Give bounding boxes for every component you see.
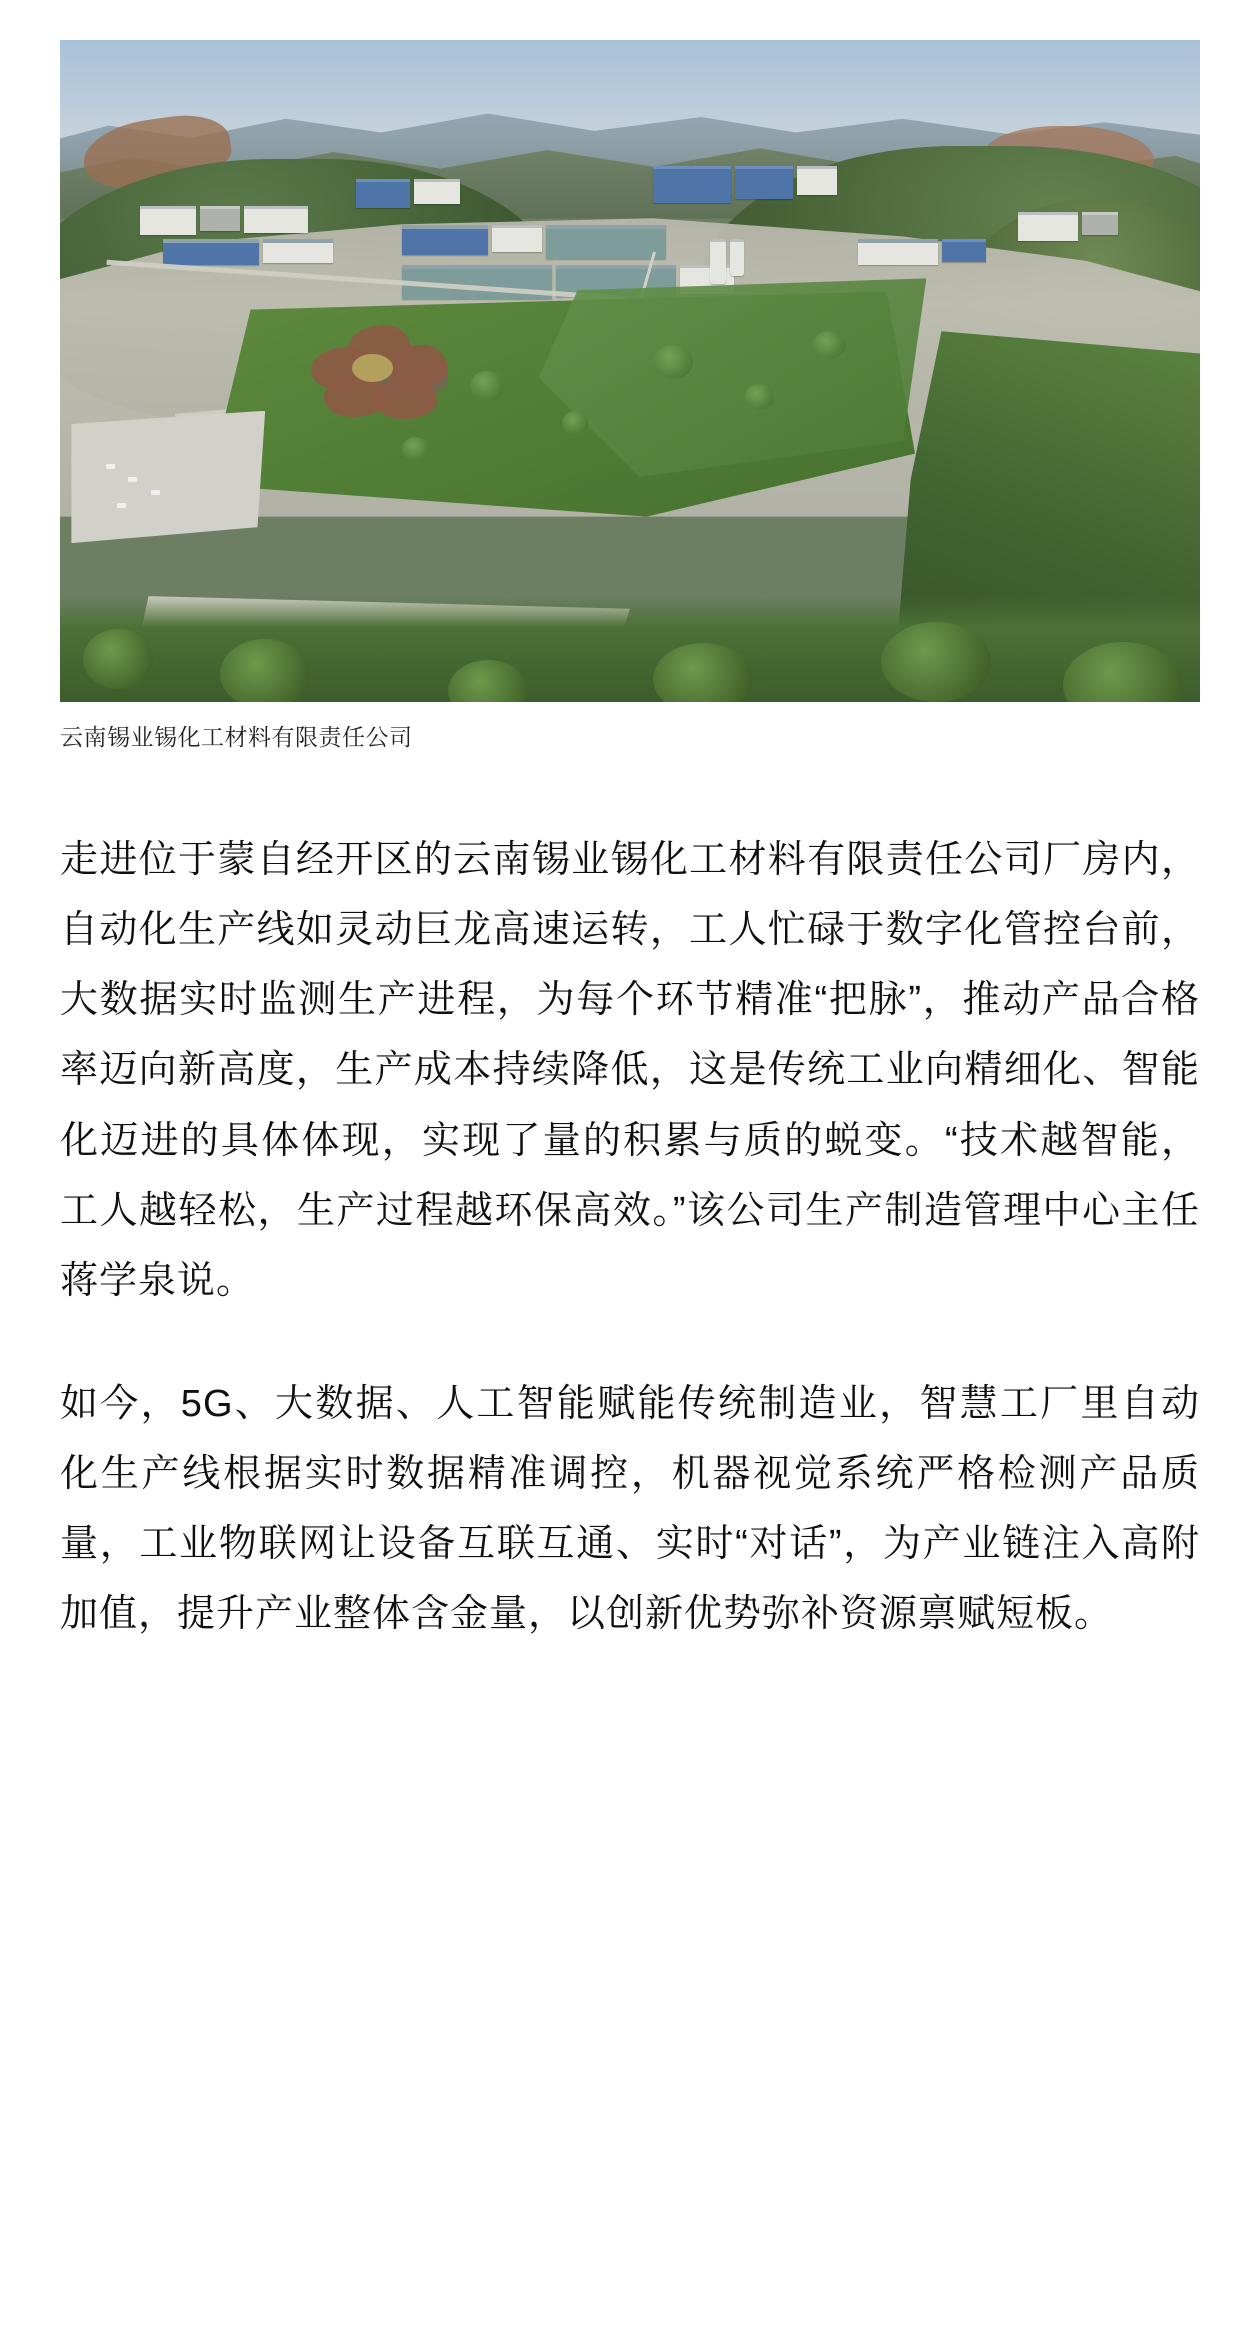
parked-car (106, 464, 115, 469)
article-paragraph-2: 如今，5G、大数据、人工智能赋能传统制造业，智慧工厂里自动化生产线根据实时数据精准调控，机器视觉系统严格检测产品质量，工业物联网让设备互联互通、实时“对话”，为产业链注入高附加值，提升产业整体含金量，以创新优势弥补资源禀赋短板。 (60, 1382, 1200, 1636)
factory-aerial-photo (60, 40, 1200, 702)
parked-car (151, 490, 160, 495)
foreground-tree (881, 622, 991, 702)
parking-lot-left (71, 411, 265, 543)
factory-cluster-back-right (653, 166, 837, 203)
parked-car (117, 503, 126, 508)
factory-cluster-back-center (356, 179, 460, 208)
parked-car (128, 477, 137, 482)
article-paragraph-1: 走进位于蒙自经开区的云南锡业锡化工材料有限责任公司厂房内，自动化生产线如灵动巨龙高速运转，工人忙碌于数字化管控台前，大数据实时监测生产进程，为每个环节精准“把脉”，推动产品合格率迈向新高度，生产成本持续降低，这是传统工业向精细化、智能化迈进的具体体现，实现了量的积累与质的蜕变。“技术越智能，工人越轻松，生产过程越环保高效。”该公司生产制造管理中心主任蒋学泉说。 (60, 838, 1200, 1303)
article-body (60, 825, 1200, 1650)
factory-cluster-mid-center (402, 225, 666, 259)
foreground-tree (220, 639, 310, 702)
figure-caption: 云南锡业锡化工材料有限责任公司 (60, 724, 413, 750)
article-figure (60, 40, 1200, 755)
factory-cluster-mid-left (163, 239, 333, 265)
factory-cluster-back-left (140, 206, 308, 235)
silo-stack-group (710, 239, 744, 284)
garden-shrub (562, 411, 588, 435)
flower-bed-motif (311, 325, 448, 418)
factory-cluster-right-sheds (858, 239, 986, 265)
factory-cluster-far-right (1018, 212, 1118, 241)
garden-shrub (653, 345, 693, 379)
foreground-tree (83, 629, 153, 689)
